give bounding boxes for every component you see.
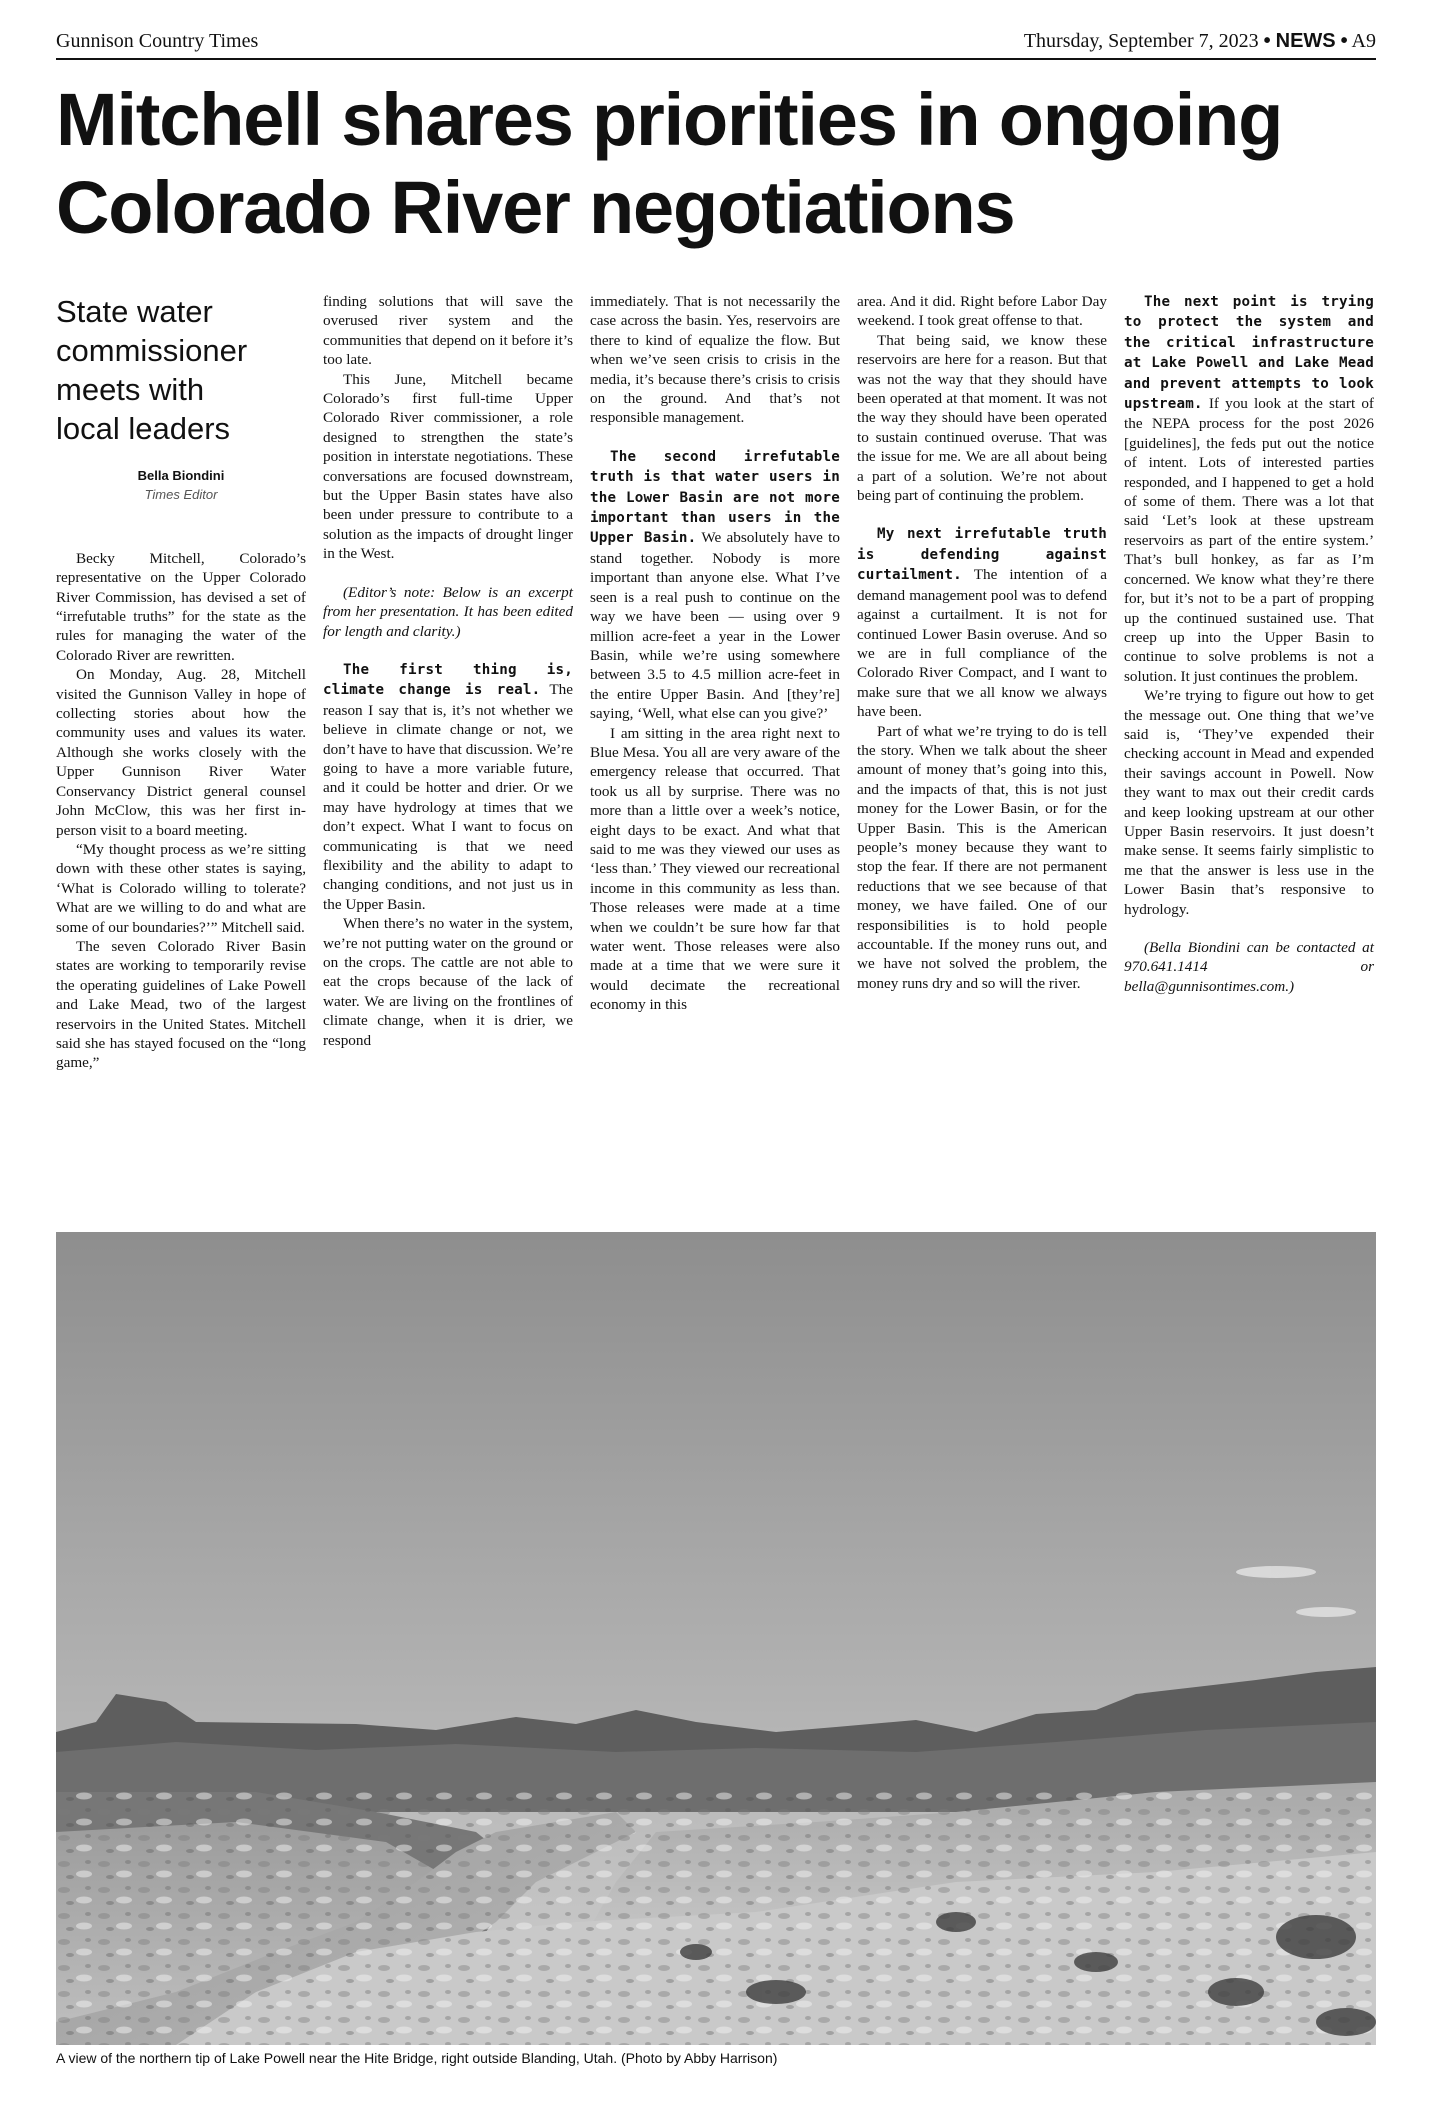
paragraph-text: The intention of a demand management pool was to defend against a curtailment. It is not for continued Lower Basin overuse. And so we are in full compliance of the Colorado River Compact, and I want to make sure that we all know we always have been. — [857, 566, 1107, 721]
paragraph: “My thought process as we’re sitting down with these other states is saying, ‘What is Colorado willing to tolerate? What are we willing to do and what are some of our boundaries?’” Mitchell said. — [56, 840, 306, 936]
article-column-3 — [590, 292, 840, 1015]
landscape-photo-illustration — [56, 1232, 1376, 2045]
masthead — [56, 28, 1376, 60]
paragraph-text: We absolutely have to stand together. Nobody is more important than anyone else. What I’ve seen is a real push to continue on the way we have been — using over 9 million acre-feet a year in the Lower Basin, while we’re using somewhere between 3.5 to 4.5 million acre-feet in the entire Upper Basin. And [they’re] saying, ‘Well, what else can you give?’ — [590, 529, 840, 723]
deck-line: State water — [56, 294, 213, 329]
byline — [56, 466, 306, 505]
paragraph: On Monday, Aug. 28, Mitchell visited the Gunnison Valley in hope of collecting stories about how the community uses and values its water. Although she works closely with the Upper Gunnison River Water Conservancy District general counsel John McClow, this was her first in-person visit to a board meeting. — [56, 666, 306, 839]
contact-info-text: (Bella Biondini can be contacted at 970.641.1414 or bella@gunnisontimes.com.) — [1124, 939, 1374, 995]
page-number: A9 — [1351, 30, 1376, 52]
paragraph: I am sitting in the area right next to Blue Mesa. You all are very aware of the emergency release that occurred. That took us all by surprise. There was no more than a little over a week’s notice, eight days to be exact. And what that said to me was they viewed our uses as ‘less than.’ They viewed our recreational income in this community as less than. Those releases were made at a time when we couldn’t be sure how far that water went. Those releases were also made at a time that we were sure it would decimate the recreational economy in this — [590, 724, 840, 1014]
paragraph — [1124, 292, 1374, 686]
irrefutable-truth-lead: My next irrefutable truth is defending against curtailment. — [857, 526, 1107, 584]
paragraph: The seven Colorado River Basin states are working to temporarily revise the operating guidelines of Lake Powell and Lake Mead, two of the largest reservoirs in the United States. Mitchell said she has stayed focused on the “long game,” — [56, 937, 306, 1072]
paragraph-text: If you look at the start of the NEPA process for the post 2026 [guidelines], the feds put out the notice of intent. Lots of interested parties responded, and I happened to get a hold of some of them. There was a lot that said ‘Let’s look at these upstream reservoirs as part of the entire system.’ That’s bull honkey, as far as I’m concerned. We know what they’re there for, but it’s not to be a part of propping up the continued sustained use. That creep up into the Upper Basin to continue to solve problems is not a solution. It just continues the problem. — [1124, 395, 1374, 685]
article-column-4 — [857, 292, 1107, 993]
paper-name: Gunnison Country Times — [56, 30, 259, 52]
article-column-1 — [56, 292, 306, 1073]
deck-line: meets with — [56, 372, 205, 407]
deck-line: local leaders — [56, 411, 231, 446]
paragraph: We’re trying to figure out how to get the message out. One thing that we’ve said is, ‘They’ve expended their checking account in Mead and expended their savings account in Powell. Now they want to max out their credit cards and keep looking upstream at our other Upper Basin reservoirs. It just doesn’t make sense. It seems fairly simplistic to me that the answer is less use in the Lower Basin that’s responsive to hydrology. — [1124, 687, 1374, 918]
author-name: Bella Biondini — [137, 468, 225, 483]
issue-info — [1024, 30, 1376, 53]
paragraph: finding solutions that will save the overused river system and the communities that depend on it before it’s too late. — [323, 293, 573, 369]
photo-caption: A view of the northern tip of Lake Powell near the Hite Bridge, right outside Blanding, Utah. (Photo by Abby Harrison) — [56, 2050, 778, 2066]
separator-dot: • — [1263, 30, 1271, 52]
paragraph: This June, Mitchell became Colorado’s first full-time Upper Colorado River commissioner, a role designed to strengthen the state’s position in interstate negotiations. These conversations are focused downstream, but the Upper Basin states have also been under pressure to contribute to a solution as the impacts of drought linger in the West. — [323, 370, 573, 563]
paragraph: area. And it did. Right before Labor Day weekend. I took great offense to that. — [857, 293, 1107, 330]
paragraph — [323, 660, 573, 914]
newspaper-page — [56, 0, 1376, 2112]
lake-powell-photo — [56, 1232, 1376, 2045]
editors-note-text: (Editor’s note: Below is an excerpt from her presentation. It has been edited for length and clarity.) — [323, 583, 573, 640]
headline — [56, 76, 1376, 252]
paragraph: immediately. That is not necessarily the case across the basin. Yes, reservoirs are there to kind of equalize the flow. But when we’ve seen crisis to crisis in the media, it’s because there’s crisis to crisis on the ground. And that’s not responsible management. — [590, 293, 840, 427]
section-name: NEWS — [1275, 30, 1336, 52]
paragraph-text: The reason I say that is, it’s not whether we believe in climate change or not, we don’t have to have that discussion. We’re going to have a more variable future, and it could be hotter and drier. Or we may have hydrology at times that we don’t expect. What I want to focus on communicating is that we need flexibility and the ability to adapt to changing conditions, and not just us in the Upper Basin. — [323, 681, 574, 913]
separator-dot: • — [1340, 30, 1348, 52]
irrefutable-truth-lead: The second irrefutable truth is that water users in the Lower Basin are not more important than users in the Upper Basin. — [590, 448, 840, 547]
headline-line-1: Mitchell shares priorities in ongoing — [56, 78, 1283, 161]
deck-subheadline — [56, 292, 306, 448]
author-title: Times Editor — [144, 487, 218, 503]
paragraph: Becky Mitchell, Colorado’s representative on the Upper Colorado River Commission, has devised a set of “irrefutable truths” for the state as the rules for managing the water of the Colorado River are rewritten. — [56, 549, 306, 664]
article-column-2 — [323, 292, 573, 1050]
irrefutable-truth-lead: The first thing is, climate change is real. — [323, 661, 573, 699]
paragraph: Part of what we’re trying to do is tell the story. When we talk about the sheer amount of money that’s going into this, and the impacts of that, this is not just money for the Lower Basin, or for the Upper Basin. This is the American people’s money because they want to stop the fear. If there are not permanent reductions that we see because of that money, we have failed. One of our responsibilities is to hold people accountable. If the money runs out, and we have not solved the problem, the money runs dry and so will the river. — [857, 722, 1107, 992]
deck-line: commissioner — [56, 333, 248, 368]
editors-note — [323, 583, 573, 641]
paragraph — [590, 447, 840, 724]
paragraph — [857, 524, 1107, 721]
contact-info — [1124, 938, 1374, 996]
paragraph: When there’s no water in the system, we’re not putting water on the ground or on the crops. The cattle are not able to eat the crops because of the lack of water. We are living on the frontlines of climate change, when it is drier, we respond — [323, 915, 573, 1049]
headline-line-2: Colorado River negotiations — [56, 166, 1015, 249]
irrefutable-truth-lead: The next point is trying to protect the system and the critical infrastructure at Lake Powell and Lake Mead and prevent attempts to look upstream. — [1124, 294, 1374, 413]
paragraph: That being said, we know these reservoirs are here for a reason. But that was not the way that they should have been operated at that moment. It was not the way they should have been operated to sustain continued overuse. That was the issue for me. We are all about being a part of a solution. We’re not about being part of continuing the problem. — [857, 331, 1107, 505]
issue-date: Thursday, September 7, 2023 — [1023, 30, 1259, 52]
article-column-5 — [1124, 292, 1374, 996]
